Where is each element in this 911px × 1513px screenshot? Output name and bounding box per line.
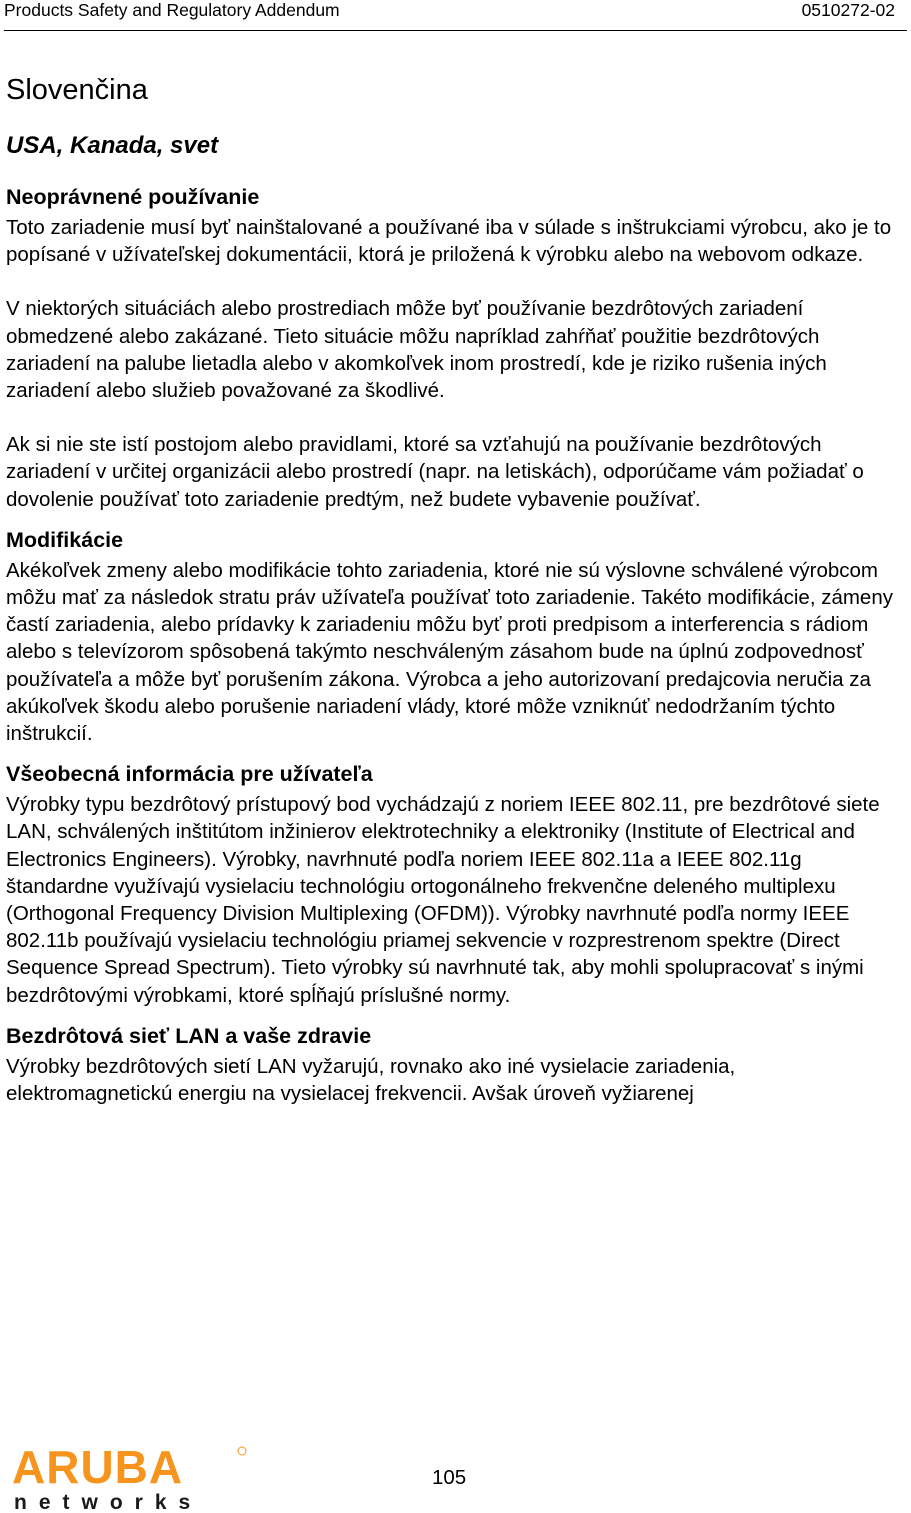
paragraph: Ak si nie ste istí postojom alebo pravidlami, ktoré sa vzťahujú na používanie bezdrôtových zariadení v určitej organizácii alebo prostredí (napr. na letiskách), odporúčame vám požiadať o dovolenie používať toto zariadenie predtým, než budete vybavenie používať. — [6, 433, 864, 511]
page-content — [6, 70, 906, 1121]
paragraph: Toto zariadenie musí byť nainštalované a používané iba v súlade s inštrukciami výrobcu, ako je to popísané v užívateľskej dokumentácii, ktorá je priložená k výrobku alebo na webovom odkaze. — [6, 216, 892, 267]
document-title: Products Safety and Regulatory Addendum — [4, 0, 340, 20]
paragraph: Akékoľvek zmeny alebo modifikácie tohto zariadenia, ktoré nie sú výslovne schválené výrobcom môžu mať za následok stratu práv užívateľa používať toto zariadenie. Takéto modifikácie, zámeny častí zariadenia, alebo prídavky k zariadeniu môžu byť proti predpisom a interferencia s rádiom alebo s televízorom spôsobená takýmto neschváleným zásahom bude na úplnú zodpovednosť používateľa a môže byť porušením zákona. Výrobca a jeho autorizovaní predajcovia neručia za akúkoľvek škodu alebo porušenie nariadení vlády, ktoré môže vzniknúť nedodržaním týchto inštrukcií. — [6, 558, 893, 746]
section-general-info — [6, 761, 906, 1009]
language-title: Slovenčina — [6, 74, 148, 106]
paragraph: Výrobky typu bezdrôtový prístupový bod vychádzajú z noriem IEEE 802.11, pre bezdrôtové siete LAN, schválených inštitútom inžinierov elektrotechniky a elektroniky (Institute of Electrical and Electronics Engineers). Výrobky, navrhnuté podľa noriem IEEE 802.11a a IEEE 802.11g štandardne využívajú vysielaciu technológiu ortogonálneho frekvenčne deleného multiplexu (Orthogonal Frequency Division Multiplexing (OFDM)). Výrobky navrhnuté podľa normy IEEE 802.11b používajú vysielaciu technológiu priamej sekvencie v rozprestrenom spektre (Direct Sequence Spread Spectrum). Tieto výrobky sú navrhnuté tak, aby mohli spolupracovať s inými bezdrôtovými výrobkami, ktoré spĺňajú príslušné normy. — [6, 793, 880, 1007]
aruba-networks-logo — [8, 1443, 248, 1513]
logo-wordmark: ARUBA — [12, 1443, 184, 1493]
section-heading: Všeobecná informácia pre užívateľa — [6, 762, 373, 787]
section-heading: Bezdrôtová sieť LAN a vaše zdravie — [6, 1023, 372, 1048]
section-wireless-health — [6, 1023, 906, 1107]
page-header — [4, 0, 907, 31]
paragraph: V niektorých situáciách alebo prostrediach môže byť používanie bezdrôtových zariadení obmedzené alebo zakázané. Tieto situácie môžu napríklad zahŕňať použitie bezdrôtových zariadení na palube lietadla alebo v akomkoľvek inom prostredí, kde je riziko rušenia iných zariadení alebo služieb považované za škodlivé. — [6, 297, 827, 403]
logo-subtext: networks — [14, 1491, 203, 1513]
paragraph: Výrobky bezdrôtových sietí LAN vyžarujú, rovnako ako iné vysielacie zariadenia, elektromagnetickú energiu na vysielacej frekvencii. Avšak úroveň vyžiarenej — [6, 1054, 736, 1106]
section-heading: Modifikácie — [6, 527, 124, 552]
section-modifications — [6, 527, 906, 747]
document-number: 0510272-02 — [801, 0, 895, 20]
section-unauthorized-use — [6, 184, 906, 513]
section-heading: Neoprávnené používanie — [6, 185, 260, 209]
page-number: 105 — [432, 1466, 467, 1489]
region-title: USA, Kanada, svet — [6, 132, 219, 159]
